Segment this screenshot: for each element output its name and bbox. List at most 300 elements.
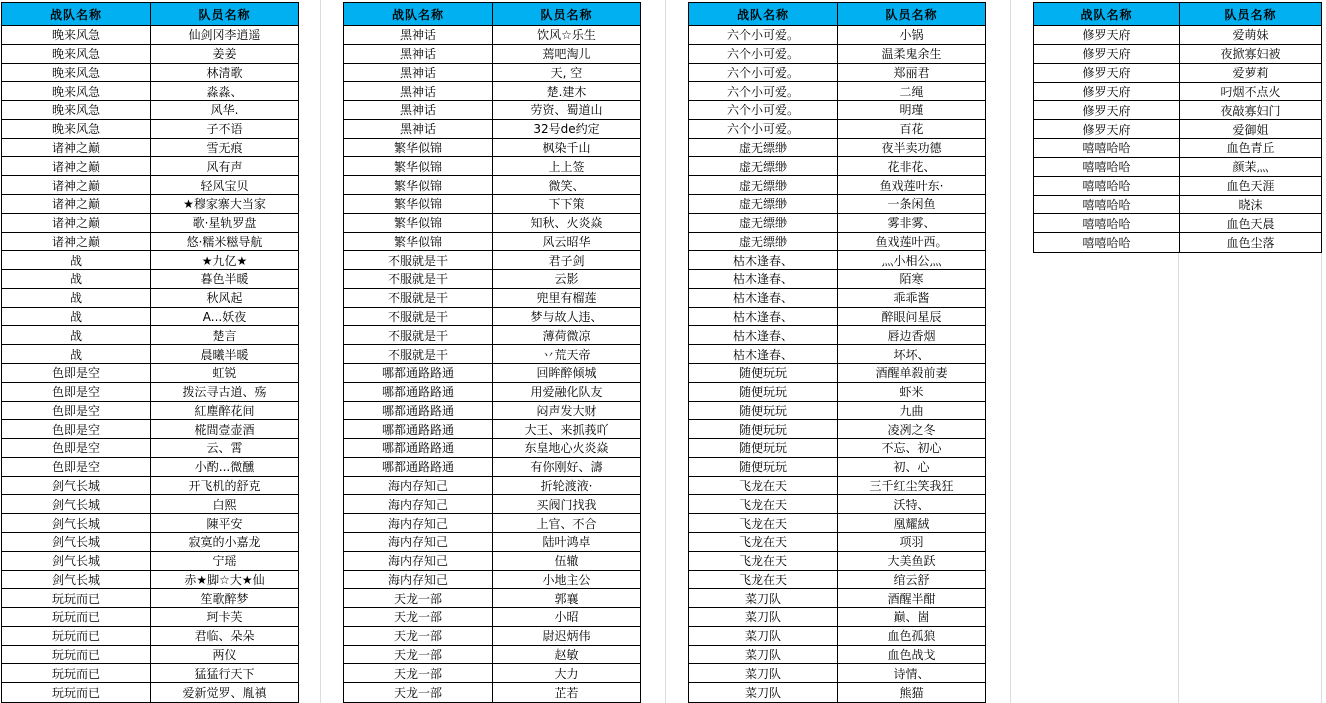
team-name-cell[interactable]: 诸神之巅 xyxy=(2,214,151,232)
team-name-cell[interactable]: 哪都通路路通 xyxy=(344,402,493,420)
member-name-header[interactable]: 队员名称 xyxy=(1224,7,1277,22)
table-row xyxy=(2,345,298,364)
member-name-cell[interactable]: 椛間壹壶酒 xyxy=(194,422,255,437)
member-name-cell[interactable]: 九曲 xyxy=(899,403,924,418)
member-name-cell[interactable]: 灬小相公灬 xyxy=(881,253,942,268)
table-row xyxy=(2,627,298,646)
team-name-cell[interactable]: 六个小可爱。 xyxy=(689,64,838,82)
table-row xyxy=(344,308,640,327)
team-name-cell[interactable]: 修罗天府 xyxy=(1034,64,1180,82)
team-name-cell[interactable]: 海内存知己 xyxy=(344,533,493,551)
table-row xyxy=(689,270,985,289)
member-name-cell[interactable]: 血色天晨 xyxy=(1226,216,1275,231)
member-name-cell[interactable]: 天, 空 xyxy=(550,65,583,80)
table-header-row xyxy=(689,3,985,26)
member-name-cell[interactable]: 晨曦半暖 xyxy=(200,347,249,362)
member-name-cell[interactable]: 晓沫 xyxy=(1238,197,1263,212)
team-name-cell[interactable]: 随便玩玩 xyxy=(689,383,838,401)
team-name-cell[interactable]: 虚无缥缈 xyxy=(689,139,838,157)
team-name-cell[interactable]: 剑气长城 xyxy=(2,495,151,513)
team-name-cell[interactable]: 诸神之巅 xyxy=(2,157,151,175)
member-name-cell[interactable]: 大王、来抓莪吖 xyxy=(524,422,609,437)
team-name-cell[interactable]: 随便玩玩 xyxy=(689,458,838,476)
table-row xyxy=(689,251,985,270)
team-name-cell[interactable]: 随便玩玩 xyxy=(689,420,838,438)
member-name-cell[interactable]: 大力 xyxy=(554,666,579,681)
member-name-cell[interactable]: ★九亿★ xyxy=(201,253,248,268)
member-name-cell[interactable]: 大美鱼跃 xyxy=(887,554,936,569)
member-name-cell[interactable]: 饮风☆乐生 xyxy=(537,28,596,43)
team-name-cell[interactable]: 天龙一部 xyxy=(344,608,493,626)
member-name-cell[interactable]: 淼淼、 xyxy=(206,84,243,99)
team-name-cell[interactable]: 虚无缥缈 xyxy=(689,233,838,251)
sheet-gridline xyxy=(1321,253,1322,703)
team-name-cell[interactable]: 枯木逢春、 xyxy=(689,345,838,363)
member-name-cell[interactable]: 有你刚好、濤 xyxy=(530,460,603,475)
team-name-cell[interactable]: 诸神之巅 xyxy=(2,195,151,213)
table-row xyxy=(344,26,640,45)
team-name-cell[interactable]: 虚无缥缈 xyxy=(689,157,838,175)
table-row xyxy=(344,289,640,308)
table-row xyxy=(689,195,985,214)
team-name-cell[interactable]: 飞龙在天 xyxy=(689,552,838,570)
member-name-cell[interactable]: 初、心 xyxy=(893,460,930,475)
team-name-cell[interactable]: 繁华似锦 xyxy=(344,233,493,251)
member-name-cell[interactable]: 楚言 xyxy=(212,328,237,343)
member-name-cell[interactable]: 仙剑冈李逍遥 xyxy=(188,28,261,43)
table-row xyxy=(689,176,985,195)
table-row xyxy=(2,664,298,683)
team-name-cell[interactable]: 哪都通路路通 xyxy=(344,364,493,382)
team-name-cell[interactable]: 菜刀队 xyxy=(689,683,838,702)
team-name-cell[interactable]: 诸神之巅 xyxy=(2,176,151,194)
team-name-cell[interactable]: 晚来风急 xyxy=(2,101,151,119)
team-name-cell[interactable]: 六个小可爱。 xyxy=(689,120,838,138)
member-name-cell[interactable]: 郑丽君 xyxy=(893,65,930,80)
team-name-cell[interactable]: 虚无缥缈 xyxy=(689,214,838,232)
member-name-cell[interactable]: 凌冽之冬 xyxy=(887,422,936,437)
member-name-cell[interactable]: 尉迟炳伟 xyxy=(542,629,591,644)
member-name-cell[interactable]: 劳资、蜀道山 xyxy=(530,103,603,118)
table-row xyxy=(1034,26,1321,45)
member-name-cell[interactable]: 明瑾 xyxy=(899,103,924,118)
team-name-cell[interactable]: 六个小可爱。 xyxy=(689,45,838,63)
table-row xyxy=(2,289,298,308)
team-name-cell[interactable]: 随便玩玩 xyxy=(689,439,838,457)
team-name-cell[interactable]: 哪都通路路通 xyxy=(344,420,493,438)
team-name-cell[interactable]: 海内存知己 xyxy=(344,552,493,570)
team-name-cell[interactable]: 天龙一部 xyxy=(344,589,493,607)
team-name-cell[interactable]: 飞龙在天 xyxy=(689,571,838,589)
team-name-cell[interactable]: 嘻嘻哈哈 xyxy=(1034,177,1180,195)
member-name-cell[interactable]: 雾非雾、 xyxy=(887,216,936,231)
member-name-cell[interactable]: 鱼戏莲叶东· xyxy=(879,178,944,193)
member-name-cell[interactable]: 乖乖酱 xyxy=(893,291,930,306)
team-name-cell[interactable]: 菜刀队 xyxy=(689,608,838,626)
team-name-cell[interactable]: 枯木逢春、 xyxy=(689,308,838,326)
member-name-cell[interactable]: 买阀门找我 xyxy=(536,497,597,512)
member-name-cell[interactable]: 陳平安 xyxy=(206,516,243,531)
team-name-cell[interactable]: 天龙一部 xyxy=(344,664,493,682)
team-name-cell[interactable]: 剑气长城 xyxy=(2,571,151,589)
team-name-cell[interactable]: 战 xyxy=(2,345,151,363)
member-name-cell[interactable]: 醉眼问星辰 xyxy=(881,310,942,325)
team-name-cell[interactable]: 枯木逢春、 xyxy=(689,326,838,344)
team-name-header[interactable]: 战队名称 xyxy=(2,3,151,25)
team-name-cell[interactable]: 随便玩玩 xyxy=(689,402,838,420)
table-row xyxy=(2,420,298,439)
member-name-cell[interactable]: 虾米 xyxy=(899,385,924,400)
member-name-cell[interactable]: 赤★脚☆大★仙 xyxy=(184,572,265,587)
member-name-cell[interactable]: 陌寒 xyxy=(899,272,924,287)
member-name-cell[interactable]: 血色尘落 xyxy=(1226,236,1275,251)
member-name-cell[interactable]: 项羽 xyxy=(899,535,924,550)
member-name-cell[interactable]: 悠·糯米糍导航 xyxy=(186,234,263,249)
member-name-cell[interactable]: 蔫吧淘儿 xyxy=(542,47,591,62)
member-name-cell[interactable]: 猛猛行天下 xyxy=(194,666,255,681)
member-name-cell[interactable]: 伍辙 xyxy=(554,554,579,569)
member-name-cell[interactable]: 血色天涯 xyxy=(1226,179,1275,194)
team-name-cell[interactable]: 晚来风急 xyxy=(2,64,151,82)
member-name-cell[interactable]: 夜掀寡妇被 xyxy=(1220,47,1281,62)
table-row xyxy=(689,326,985,345)
team-name-cell[interactable]: 色即是空 xyxy=(2,420,151,438)
member-name-cell[interactable]: 温柔鬼余生 xyxy=(881,47,942,62)
member-name-cell[interactable]: 陆叶鸿卓 xyxy=(542,535,591,550)
team-name-cell[interactable]: 黑神话 xyxy=(344,45,493,63)
member-name-cell[interactable]: 秋风起 xyxy=(206,291,243,306)
member-name-cell[interactable]: 姜姜 xyxy=(212,47,237,62)
table-row xyxy=(2,364,298,383)
table-row xyxy=(2,251,298,270)
team-name-cell[interactable]: 不服就是干 xyxy=(344,270,493,288)
table-row xyxy=(344,514,640,533)
team-name-cell[interactable]: 不服就是干 xyxy=(344,308,493,326)
member-name-cell[interactable]: 风云昭华 xyxy=(542,234,591,249)
team-name-header[interactable]: 战队名称 xyxy=(1034,3,1180,25)
member-name-cell[interactable]: 微笑、 xyxy=(548,178,585,193)
member-name-cell[interactable]: 巅、崮 xyxy=(893,610,930,625)
table-row xyxy=(1034,83,1321,102)
member-name-cell[interactable]: 唇边香烟 xyxy=(887,328,936,343)
team-name-cell[interactable]: 玩玩而已 xyxy=(2,589,151,607)
table-row xyxy=(689,289,985,308)
team-name-cell[interactable]: 菜刀队 xyxy=(689,664,838,682)
member-name-cell[interactable]: 一条闲鱼 xyxy=(887,197,936,212)
member-name-cell[interactable]: 爱萌妹 xyxy=(1232,28,1269,43)
team-name-cell[interactable]: 天龙一部 xyxy=(344,646,493,664)
member-name-cell[interactable]: 宁瑶 xyxy=(212,554,237,569)
team-name-cell[interactable]: 黑神话 xyxy=(344,26,493,44)
member-name-cell[interactable]: 沃特、 xyxy=(893,497,930,512)
table-row xyxy=(689,120,985,139)
table-row xyxy=(2,270,298,289)
member-name-cell[interactable]: 颜茉灬 xyxy=(1232,160,1269,175)
member-name-cell[interactable]: 云、霄 xyxy=(206,441,243,456)
member-name-cell[interactable]: 君临、朵朵 xyxy=(194,629,255,644)
table-row xyxy=(2,646,298,665)
member-name-cell[interactable]: 雪无痕 xyxy=(206,141,243,156)
team-name-cell[interactable]: 诸神之巅 xyxy=(2,139,151,157)
member-name-cell[interactable]: 两仪 xyxy=(212,648,237,663)
member-name-cell[interactable]: 花非花、 xyxy=(887,159,936,174)
team-name-cell[interactable]: 黑神话 xyxy=(344,64,493,82)
member-name-cell[interactable]: 风有声 xyxy=(206,159,243,174)
table-row xyxy=(344,45,640,64)
member-name-cell[interactable]: 郭襄 xyxy=(554,591,579,606)
table-row xyxy=(1034,139,1321,158)
table-row xyxy=(344,627,640,646)
team-name-cell[interactable]: 色即是空 xyxy=(2,364,151,382)
team-name-cell[interactable]: 晚来风急 xyxy=(2,82,151,100)
member-name-cell[interactable]: 二绳 xyxy=(899,84,924,99)
team-name-cell[interactable]: 六个小可爱。 xyxy=(689,101,838,119)
team-name-cell[interactable]: 晚来风急 xyxy=(2,120,151,138)
team-name-cell[interactable]: 玩玩而已 xyxy=(2,664,151,682)
team-name-cell[interactable]: 海内存知己 xyxy=(344,571,493,589)
table-row xyxy=(344,683,640,702)
member-name-cell[interactable]: 兜里有榴莲 xyxy=(536,291,597,306)
table-row xyxy=(344,383,640,402)
team-name-cell[interactable]: 哪都通路路通 xyxy=(344,383,493,401)
member-name-cell[interactable]: 拨沄寻古道、殇 xyxy=(182,385,267,400)
table-row xyxy=(689,383,985,402)
table-row xyxy=(689,571,985,590)
table-row xyxy=(344,533,640,552)
member-name-cell[interactable]: 虹锐 xyxy=(212,366,237,381)
team-name-cell[interactable]: 天龙一部 xyxy=(344,683,493,702)
table-row xyxy=(2,608,298,627)
team-name-cell[interactable]: 修罗天府 xyxy=(1034,120,1180,138)
table-row xyxy=(689,439,985,458)
member-name-cell[interactable]: 歌·星轨罗盘 xyxy=(192,216,257,231)
member-name-cell[interactable]: 坏坏、 xyxy=(893,347,930,362)
team-name-cell[interactable]: 哪都通路路通 xyxy=(344,439,493,457)
member-name-cell[interactable]: 上官、不合 xyxy=(536,516,597,531)
team-name-cell[interactable]: 天龙一部 xyxy=(344,627,493,645)
member-name-cell[interactable]: 知秋、火炎焱 xyxy=(530,216,603,231)
team-name-cell[interactable]: 飞龙在天 xyxy=(689,533,838,551)
member-name-cell[interactable]: 楚.建木 xyxy=(546,84,587,99)
team-name-cell[interactable]: 繁华似锦 xyxy=(344,157,493,175)
member-name-cell[interactable]: 云影 xyxy=(554,272,579,287)
table-header-row xyxy=(2,3,298,26)
team-name-cell[interactable]: 繁华似锦 xyxy=(344,214,493,232)
member-name-cell[interactable]: 子不语 xyxy=(206,122,243,137)
member-name-cell[interactable]: 绾云舒 xyxy=(893,572,930,587)
team-name-cell[interactable]: 战 xyxy=(2,326,151,344)
member-name-cell[interactable]: 枫染千山 xyxy=(542,141,591,156)
member-name-cell[interactable]: 夜敲寡妇门 xyxy=(1220,103,1281,118)
team-name-cell[interactable]: 剑气长城 xyxy=(2,533,151,551)
member-name-cell[interactable]: 32号de约定 xyxy=(533,122,600,137)
team-name-cell[interactable]: 六个小可爱。 xyxy=(689,82,838,100)
member-name-cell[interactable]: 爱萝莉 xyxy=(1232,66,1269,81)
team-name-cell[interactable]: 虚无缥缈 xyxy=(689,176,838,194)
member-name-cell[interactable]: 小昭 xyxy=(554,610,579,625)
member-name-cell[interactable]: 君子剑 xyxy=(548,253,585,268)
team-name-cell[interactable]: 飞龙在天 xyxy=(689,477,838,495)
team-name-cell[interactable]: 菜刀队 xyxy=(689,646,838,664)
team-name-cell[interactable]: 嘻嘻哈哈 xyxy=(1034,214,1180,232)
table-row xyxy=(2,139,298,158)
table-row xyxy=(2,45,298,64)
team-name-header[interactable]: 战队名称 xyxy=(344,3,493,25)
member-name-cell[interactable]: 百花 xyxy=(899,122,924,137)
member-name-header[interactable]: 队员名称 xyxy=(198,7,251,22)
member-name-cell[interactable]: 折轮渡液· xyxy=(540,479,593,494)
member-name-cell[interactable]: 薄荷微凉 xyxy=(542,328,591,343)
team-name-cell[interactable]: 枯木逢春、 xyxy=(689,289,838,307)
member-name-cell[interactable]: 三千红尘笑我狂 xyxy=(869,479,954,494)
team-name-cell[interactable]: 飞龙在天 xyxy=(689,514,838,532)
member-name-cell[interactable]: 夜半卖功德 xyxy=(881,141,942,156)
team-name-cell[interactable]: 诸神之巅 xyxy=(2,233,151,251)
team-name-cell[interactable]: 色即是空 xyxy=(2,383,151,401)
team-name-cell[interactable]: 不服就是干 xyxy=(344,289,493,307)
team-name-cell[interactable]: 繁华似锦 xyxy=(344,139,493,157)
team-name-cell[interactable]: 修罗天府 xyxy=(1034,83,1180,101)
team-name-cell[interactable]: 飞龙在天 xyxy=(689,495,838,513)
team-name-cell[interactable]: 色即是空 xyxy=(2,458,151,476)
table-row xyxy=(344,101,640,120)
team-name-cell[interactable]: 修罗天府 xyxy=(1034,26,1180,44)
member-name-cell[interactable]: 白熙 xyxy=(212,497,237,512)
table-row xyxy=(1034,158,1321,177)
team-name-cell[interactable]: 菜刀队 xyxy=(689,589,838,607)
team-name-cell[interactable]: 不服就是干 xyxy=(344,345,493,363)
team-name-cell[interactable]: 战 xyxy=(2,270,151,288)
member-name-cell[interactable]: 血色战戈 xyxy=(887,648,936,663)
table-row xyxy=(344,495,640,514)
team-name-cell[interactable]: 色即是空 xyxy=(2,439,151,457)
member-name-cell[interactable]: 血色孤狼 xyxy=(887,629,936,644)
member-name-cell[interactable]: 紅塵醉花间 xyxy=(194,403,255,418)
team-name-cell[interactable]: 繁华似锦 xyxy=(344,195,493,213)
team-name-cell[interactable]: 六个小可爱。 xyxy=(689,26,838,44)
team-name-cell[interactable]: 玩玩而已 xyxy=(2,683,151,702)
table-row xyxy=(689,64,985,83)
team-name-cell[interactable]: 海内存知己 xyxy=(344,514,493,532)
member-name-cell[interactable]: 酒醒单殺前妻 xyxy=(875,366,948,381)
team-name-cell[interactable]: 玩玩而已 xyxy=(2,646,151,664)
team-name-cell[interactable]: 哪都通路路通 xyxy=(344,458,493,476)
team-name-cell[interactable]: 剑气长城 xyxy=(2,514,151,532)
team-name-cell[interactable]: 黑神话 xyxy=(344,101,493,119)
member-name-cell[interactable]: 小锅 xyxy=(899,28,924,43)
member-name-cell[interactable]: 风华. xyxy=(210,103,239,118)
team-name-cell[interactable]: 修罗天府 xyxy=(1034,45,1180,63)
team-name-cell[interactable]: 随便玩玩 xyxy=(689,364,838,382)
team-name-cell[interactable]: 繁华似锦 xyxy=(344,176,493,194)
table-row xyxy=(689,514,985,533)
table-header-row xyxy=(344,3,640,26)
table-row xyxy=(689,458,985,477)
member-name-cell[interactable]: 不忘、初心 xyxy=(881,441,942,456)
member-name-header[interactable]: 队员名称 xyxy=(885,7,938,22)
member-name-cell[interactable]: 轻风宝贝 xyxy=(200,178,249,193)
team-name-cell[interactable]: 嘻嘻哈哈 xyxy=(1034,158,1180,176)
team-name-cell[interactable]: 不服就是干 xyxy=(344,251,493,269)
member-name-cell[interactable]: 闷声发大财 xyxy=(536,403,597,418)
member-name-cell[interactable]: 赵敏 xyxy=(554,648,579,663)
member-name-cell[interactable]: 笙歌醉梦 xyxy=(200,591,249,606)
team-name-cell[interactable]: 虚无缥缈 xyxy=(689,195,838,213)
table-row xyxy=(1034,120,1321,139)
team-name-cell[interactable]: 晚来风急 xyxy=(2,45,151,63)
member-name-cell[interactable]: 芷若 xyxy=(554,686,579,701)
member-name-cell[interactable]: 回眸醉倾城 xyxy=(536,366,597,381)
member-name-header[interactable]: 队员名称 xyxy=(540,7,593,22)
member-name-cell[interactable]: 熊猫 xyxy=(899,686,924,701)
team-name-cell[interactable]: 玩玩而已 xyxy=(2,627,151,645)
member-name-cell[interactable]: 小酌...微醺 xyxy=(194,460,255,475)
member-name-cell[interactable]: 血色青丘 xyxy=(1226,141,1275,156)
team-name-cell[interactable]: 剑气长城 xyxy=(2,477,151,495)
member-name-cell[interactable]: ★穆家寨大当家 xyxy=(183,197,266,212)
team-name-cell[interactable]: 海内存知己 xyxy=(344,495,493,513)
member-name-cell[interactable]: 暮色半暖 xyxy=(200,272,249,287)
table-row xyxy=(1034,214,1321,233)
table-row xyxy=(1034,101,1321,120)
team-name-cell[interactable]: 嘻嘻哈哈 xyxy=(1034,196,1180,214)
member-name-cell[interactable]: 东皇地心火炎焱 xyxy=(524,441,609,456)
member-name-cell[interactable]: 酒醒半酣 xyxy=(887,591,936,606)
team-name-cell[interactable]: 海内存知己 xyxy=(344,477,493,495)
table-row xyxy=(2,533,298,552)
member-name-cell[interactable]: 丷荒天帝 xyxy=(542,347,591,362)
member-name-cell[interactable]: 爱新觉罗、胤禛 xyxy=(182,686,267,701)
member-name-cell[interactable]: 珂卡芙 xyxy=(206,610,243,625)
team-name-cell[interactable]: 玩玩而已 xyxy=(2,608,151,626)
table-row xyxy=(689,646,985,665)
team-name-cell[interactable]: 不服就是干 xyxy=(344,326,493,344)
team-name-cell[interactable]: 色即是空 xyxy=(2,402,151,420)
member-name-cell[interactable]: A...妖夜 xyxy=(202,310,247,325)
table-row xyxy=(689,495,985,514)
team-name-cell[interactable]: 黑神话 xyxy=(344,82,493,100)
team-name-cell[interactable]: 菜刀队 xyxy=(689,627,838,645)
member-name-cell[interactable]: 用爱融化队友 xyxy=(530,385,603,400)
team-name-cell[interactable]: 战 xyxy=(2,251,151,269)
table-row xyxy=(2,683,298,702)
member-name-cell[interactable]: 叼烟不点火 xyxy=(1220,84,1281,99)
member-name-cell[interactable]: 开飞机的舒克 xyxy=(188,479,261,494)
member-name-cell[interactable]: 鱼戏莲叶西。 xyxy=(875,234,948,249)
member-name-cell[interactable]: 上上签 xyxy=(548,159,585,174)
team-name-cell[interactable]: 战 xyxy=(2,289,151,307)
member-name-cell[interactable]: 凰耀絨 xyxy=(893,516,930,531)
team-name-cell[interactable]: 战 xyxy=(2,308,151,326)
member-name-cell[interactable]: 梦与故人违、 xyxy=(530,310,603,325)
team-name-cell[interactable]: 嘻嘻哈哈 xyxy=(1034,139,1180,157)
member-name-cell[interactable]: 林清歌 xyxy=(206,65,243,80)
member-name-cell[interactable]: 诗情、 xyxy=(893,666,930,681)
member-name-cell[interactable]: 爱御姐 xyxy=(1232,122,1269,137)
member-name-cell[interactable]: 小地主公 xyxy=(542,572,591,587)
team-name-cell[interactable]: 嘻嘻哈哈 xyxy=(1034,233,1180,252)
team-name-cell[interactable]: 剑气长城 xyxy=(2,552,151,570)
team-name-header[interactable]: 战队名称 xyxy=(689,3,838,25)
team-name-cell[interactable]: 枯木逢春、 xyxy=(689,251,838,269)
team-name-cell[interactable]: 枯木逢春、 xyxy=(689,270,838,288)
team-name-cell[interactable]: 修罗天府 xyxy=(1034,101,1180,119)
team-name-cell[interactable]: 晚来风急 xyxy=(2,26,151,44)
table-row xyxy=(689,402,985,421)
member-name-cell[interactable]: 下下策 xyxy=(548,197,585,212)
team-name-cell[interactable]: 黑神话 xyxy=(344,120,493,138)
member-name-cell[interactable]: 寂寞的小嘉龙 xyxy=(188,535,261,550)
